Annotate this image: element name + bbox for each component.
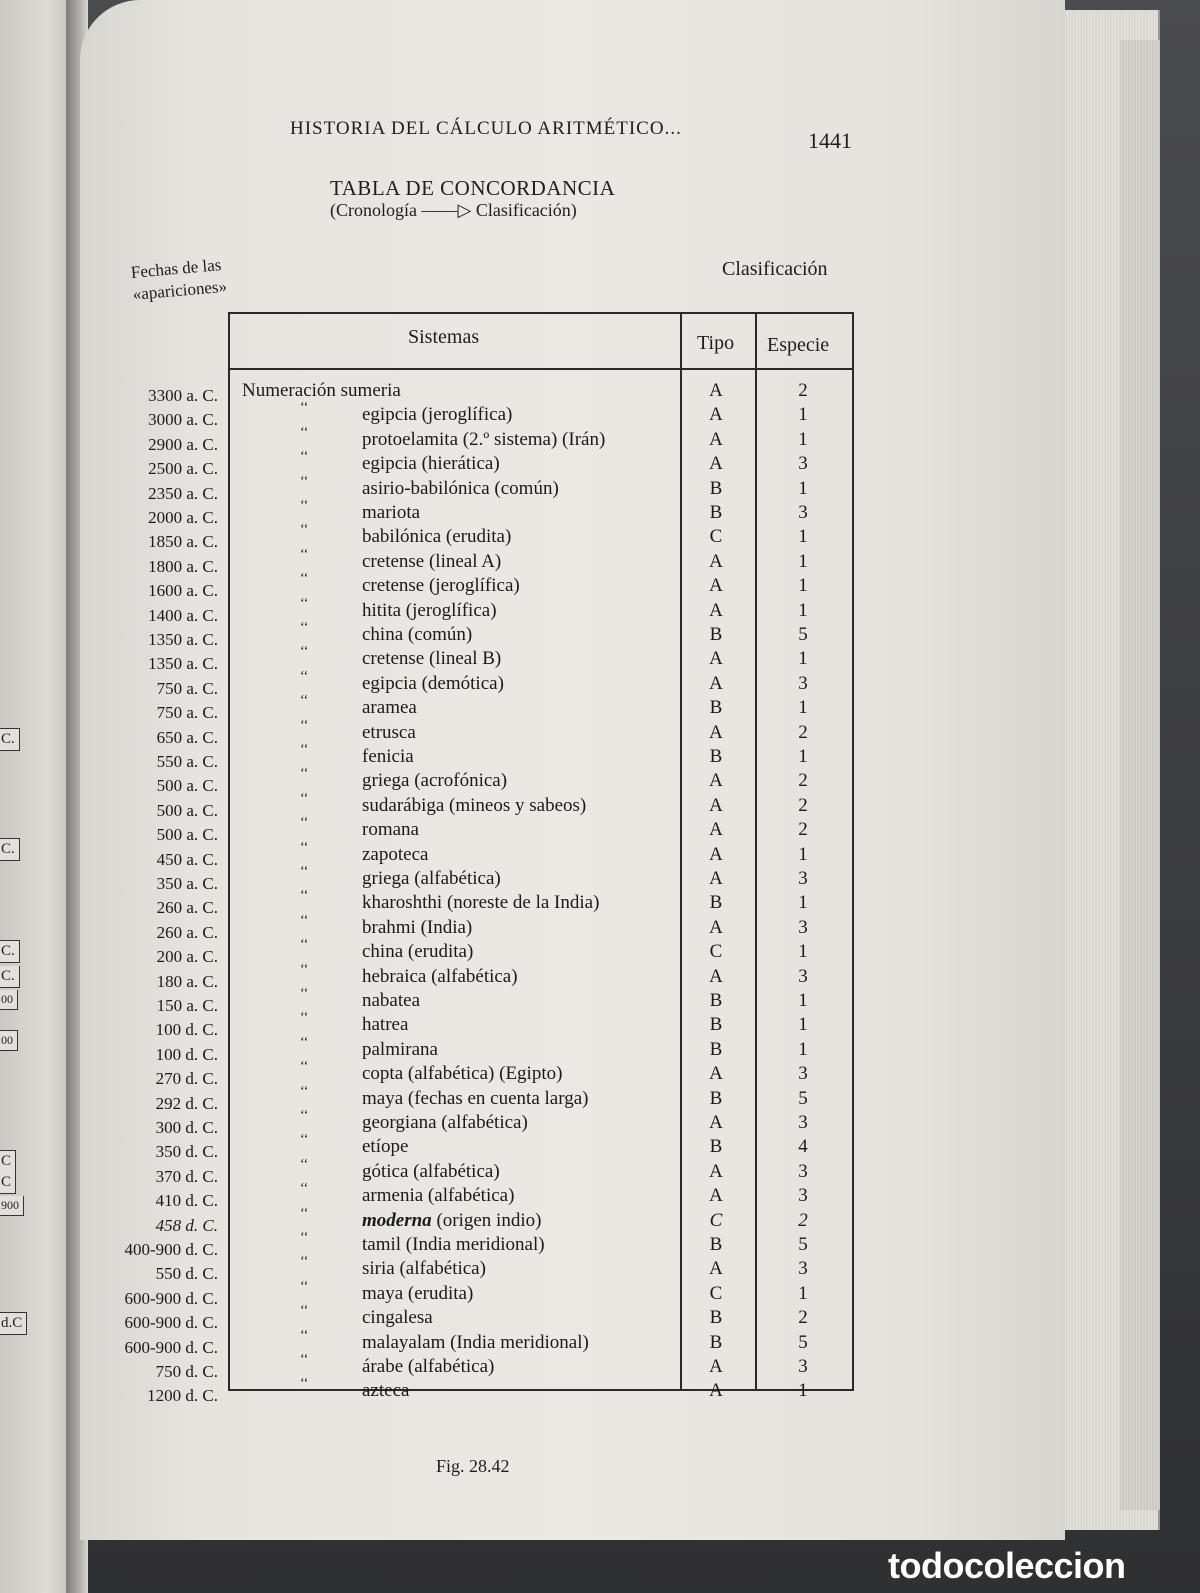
running-head: HISTORIA DEL CÁLCULO ARITMÉTICO...: [290, 118, 682, 139]
row-tipo: B: [709, 1014, 723, 1036]
row-especie: 5: [798, 624, 808, 645]
row-date: 500 a. C.: [156, 800, 218, 820]
row-tipo: C: [709, 1209, 723, 1231]
row-tipo: A: [709, 599, 723, 621]
classification-heading: Clasificación: [722, 258, 828, 280]
row-tipo: A: [709, 843, 723, 865]
ditto-mark: ‘‘: [300, 571, 309, 587]
row-date: 350 d. C.: [155, 1142, 218, 1162]
ditto-mark: ‘‘: [300, 1205, 309, 1221]
row-date: 1850 a. C.: [148, 532, 218, 552]
ditto-mark: ‘‘: [300, 815, 309, 831]
row-system: sudarábiga (mineos y sabeos): [362, 794, 587, 816]
row-system: cingalesa: [362, 1307, 433, 1329]
ditto-mark: ‘‘: [300, 424, 309, 440]
row-system: griega (alfabética): [362, 868, 501, 889]
table-row: [0, 693, 1200, 723]
table-subtitle: (Cronología ——▷ Clasificación): [330, 200, 577, 220]
row-date: 400-900 d. C.: [124, 1240, 218, 1259]
ditto-mark: ‘‘: [300, 1034, 309, 1050]
row-date: 3300 a. C.: [148, 386, 218, 405]
ditto-mark: ‘‘: [300, 766, 309, 782]
table-row: [0, 473, 1200, 503]
ditto-mark: ‘‘: [300, 1059, 309, 1075]
row-tipo: B: [709, 697, 723, 719]
table-row: [0, 815, 1200, 845]
row-date: 180 a. C.: [156, 971, 218, 991]
row-system: árabe (alfabética): [362, 1356, 495, 1377]
page-number: 1441: [808, 128, 852, 153]
table-row: [0, 1083, 1200, 1113]
ditto-mark: ‘‘: [300, 864, 309, 879]
table-row: [0, 571, 1200, 601]
table-row: [0, 620, 1200, 649]
row-tipo: B: [709, 990, 723, 1011]
row-date: 550 d. C.: [155, 1264, 218, 1284]
left-fragment: 00: [0, 990, 18, 1010]
row-tipo: A: [709, 868, 723, 889]
ditto-mark: ‘‘: [300, 1108, 309, 1123]
table-row: [0, 1010, 1200, 1040]
row-tipo: B: [709, 1234, 723, 1255]
ditto-mark: ‘‘: [300, 522, 309, 538]
row-especie: 3: [798, 502, 808, 523]
row-especie: 1: [798, 404, 808, 426]
ditto-mark: ‘‘: [300, 1181, 309, 1197]
row-tipo: B: [709, 502, 723, 523]
row-system: etíope: [362, 1136, 409, 1158]
row-especie: 1: [798, 428, 808, 450]
row-date: 350 a. C.: [156, 874, 218, 893]
row-system: hatrea: [362, 1014, 409, 1036]
ditto-mark: ‘‘: [300, 937, 309, 953]
row-tipo: A: [709, 428, 723, 450]
row-tipo: A: [709, 721, 723, 743]
row-tipo: A: [709, 550, 723, 572]
row-system: fenicia: [362, 746, 414, 767]
row-date: 1350 a. C.: [148, 630, 218, 649]
table-row: [0, 766, 1200, 796]
row-tipo: B: [709, 1307, 723, 1329]
column-header-tipo: Tipo: [697, 332, 735, 354]
table-row: [0, 644, 1200, 674]
row-date: 550 a. C.: [156, 752, 218, 771]
ditto-mark: ‘‘: [300, 986, 309, 1001]
row-especie: 3: [798, 1112, 808, 1133]
row-tipo: A: [709, 794, 723, 816]
left-fragment: 00: [0, 1030, 18, 1051]
table-row: [0, 864, 1200, 893]
row-system: hitita (jeroglífica): [362, 599, 497, 621]
row-date: 1350 a. C.: [148, 654, 218, 674]
row-system: [362, 1210, 541, 1232]
watermark-logo: todocoleccion: [888, 1545, 1126, 1586]
row-especie: 2: [798, 380, 808, 401]
row-system: palmirana: [362, 1038, 438, 1060]
table-row: [0, 1327, 1200, 1357]
row-system: zapoteca: [362, 843, 429, 865]
ditto-mark: ‘‘: [300, 546, 309, 562]
table-row: [0, 424, 1200, 454]
ditto-mark: ‘‘: [300, 498, 309, 513]
ditto-mark: ‘‘: [300, 1376, 309, 1392]
row-tipo: A: [709, 770, 723, 792]
row-date: 370 d. C.: [155, 1166, 218, 1186]
row-date: 2900 a. C.: [148, 434, 218, 454]
row-system: Numeración sumeria: [242, 380, 401, 401]
row-date: 500 a. C.: [156, 825, 218, 845]
row-especie: 1: [798, 941, 808, 963]
row-date: 3000 a. C.: [148, 410, 218, 430]
row-date: 600-900 d. C.: [124, 1337, 218, 1357]
left-fragment: d.C: [0, 1312, 27, 1335]
ditto-mark: ‘‘: [300, 449, 309, 465]
row-date: 600-900 d. C.: [124, 1288, 218, 1308]
row-system: hebraica (alfabética): [362, 965, 518, 987]
left-fragment: C.: [0, 940, 20, 963]
ditto-mark: ‘‘: [300, 620, 309, 635]
row-date: 260 a. C.: [156, 922, 218, 942]
row-date: 200 a. C.: [156, 947, 218, 967]
row-tipo: A: [709, 1185, 723, 1207]
ditto-mark: ‘‘: [300, 742, 309, 757]
row-tipo: A: [709, 916, 723, 938]
left-fragment: C.: [0, 838, 20, 861]
row-date: 2500 a. C.: [148, 459, 218, 479]
row-date: 450 a. C.: [156, 849, 218, 869]
left-fragment: 900: [0, 1196, 24, 1216]
row-date: 410 d. C.: [155, 1191, 218, 1211]
row-especie: 5: [798, 1234, 808, 1255]
ditto-mark: ‘‘: [300, 473, 309, 489]
row-system: asirio-babilónica (común): [362, 477, 559, 499]
table-row: [0, 986, 1200, 1015]
row-tipo: A: [709, 1380, 723, 1402]
row-tipo: B: [709, 892, 723, 914]
table-row: [0, 912, 1200, 942]
table-row: [0, 522, 1200, 552]
row-especie: 1: [798, 697, 808, 719]
table-row: [0, 546, 1200, 576]
row-system: copta (alfabética) (Egipto): [362, 1063, 563, 1085]
row-especie: 2: [798, 794, 808, 816]
table-row: [0, 961, 1200, 991]
row-especie: 3: [798, 868, 808, 889]
row-tipo: A: [709, 1356, 723, 1377]
ditto-mark: ‘‘: [300, 1132, 309, 1148]
dates-column-heading: Fechas de las «apariciones»: [130, 255, 228, 304]
row-system: babilónica (erudita): [362, 526, 512, 548]
column-header-sistemas: Sistemas: [408, 326, 480, 348]
row-date: 300 d. C.: [155, 1118, 218, 1137]
row-system: gótica (alfabética): [362, 1160, 500, 1182]
row-especie: 1: [798, 575, 808, 597]
ditto-mark: ‘‘: [300, 839, 309, 855]
row-date: 270 d. C.: [155, 1069, 218, 1089]
row-tipo: B: [709, 746, 723, 767]
row-especie: 1: [798, 746, 808, 767]
left-fragment: C.: [0, 966, 20, 988]
row-especie: 3: [798, 1185, 808, 1207]
row-system: cretense (lineal A): [362, 550, 502, 572]
ditto-mark: ‘‘: [300, 1303, 309, 1319]
row-date: 260 a. C.: [156, 898, 218, 918]
table-row: [0, 1156, 1200, 1186]
table-row: [0, 400, 1200, 430]
table-row: [0, 595, 1200, 625]
ditto-mark: ‘‘: [300, 1278, 309, 1294]
row-system: egipcia (hierática): [362, 453, 500, 475]
table-row: [0, 742, 1200, 771]
row-system: china (erudita): [362, 941, 474, 963]
row-date: 100 d. C.: [155, 1044, 218, 1064]
left-fragment: C.: [0, 728, 20, 751]
column-header-especie: Especie: [767, 334, 830, 356]
table-row: [0, 1034, 1200, 1064]
row-date: 750 a. C.: [156, 678, 218, 698]
row-especie: 3: [798, 965, 808, 987]
row-especie: 2: [798, 1209, 808, 1231]
row-tipo: A: [709, 453, 723, 475]
row-date: 1600 a. C.: [148, 581, 218, 601]
row-tipo: A: [709, 1112, 723, 1133]
ditto-mark: ‘‘: [300, 717, 309, 733]
row-tipo: A: [709, 672, 723, 694]
row-especie: 3: [798, 1258, 808, 1280]
row-tipo: A: [709, 1160, 723, 1182]
table-row: [0, 1059, 1200, 1089]
table-row: [0, 1108, 1200, 1137]
row-date: 750 d. C.: [155, 1362, 218, 1381]
row-tipo: A: [709, 575, 723, 597]
row-system: romana: [362, 819, 419, 841]
row-tipo: B: [709, 1087, 723, 1109]
row-system: cretense (jeroglífica): [362, 575, 520, 597]
header-rule: [228, 368, 852, 370]
ditto-mark: ‘‘: [300, 644, 309, 660]
row-especie: 3: [798, 1063, 808, 1085]
ditto-mark: ‘‘: [300, 1327, 309, 1343]
row-system: nabatea: [362, 990, 421, 1011]
left-fragment: C: [0, 1172, 16, 1194]
row-tipo: A: [709, 380, 723, 401]
ditto-mark: ‘‘: [300, 400, 309, 416]
ditto-mark: ‘‘: [300, 1352, 309, 1367]
row-system: brahmi (India): [362, 916, 473, 938]
row-especie: 5: [798, 1087, 808, 1109]
row-tipo: C: [709, 526, 723, 548]
row-tipo: A: [709, 404, 723, 426]
table-row: [0, 1352, 1200, 1381]
row-date: 1800 a. C.: [148, 556, 218, 576]
row-system: maya (fechas en cuenta larga): [362, 1087, 589, 1109]
ditto-mark: ‘‘: [300, 1156, 309, 1172]
row-especie: 3: [798, 672, 808, 694]
row-date: 500 a. C.: [156, 776, 218, 796]
table-row: [0, 380, 1200, 404]
row-tipo: B: [709, 1038, 723, 1060]
row-system: egipcia (demótica): [362, 672, 504, 694]
row-tipo: C: [709, 1282, 723, 1304]
table-row: [0, 1278, 1200, 1308]
row-system-rest: (origen indio): [431, 1209, 542, 1231]
table-row: [0, 888, 1200, 918]
row-system: griega (acrofónica): [362, 770, 508, 792]
row-tipo: A: [709, 1258, 723, 1280]
row-especie: 1: [798, 526, 808, 548]
row-tipo: B: [709, 1331, 723, 1353]
ditto-mark: ‘‘: [300, 888, 309, 904]
ditto-mark: ‘‘: [300, 961, 309, 977]
table-title: TABLA DE CONCORDANCIA: [330, 176, 616, 200]
row-tipo: C: [709, 941, 723, 963]
left-fragment: C: [0, 1150, 16, 1173]
ditto-mark: ‘‘: [300, 1254, 309, 1270]
row-system: georgiana (alfabética): [362, 1112, 528, 1133]
row-date: 750 a. C.: [156, 703, 218, 723]
row-system: china (común): [362, 624, 473, 645]
table-row: [0, 1376, 1200, 1406]
row-especie: 4: [798, 1136, 808, 1158]
row-tipo: B: [709, 624, 723, 645]
row-especie: 2: [798, 1307, 808, 1329]
row-date: 292 d. C.: [155, 1093, 218, 1113]
row-tipo: A: [709, 1063, 723, 1085]
ditto-mark: ‘‘: [300, 790, 309, 806]
row-especie: 1: [798, 843, 808, 865]
row-date: 1200 d. C.: [147, 1386, 218, 1406]
row-system: tamil (India meridional): [362, 1234, 545, 1255]
row-system: kharoshthi (noreste de la India): [362, 892, 600, 914]
row-system: malayalam (India meridional): [362, 1331, 589, 1353]
row-especie: 1: [798, 1038, 808, 1060]
row-tipo: B: [709, 1136, 723, 1158]
row-especie: 3: [798, 1160, 808, 1182]
ditto-mark: ‘‘: [300, 1083, 309, 1099]
row-especie: 2: [798, 770, 808, 792]
row-tipo: B: [709, 477, 723, 499]
ditto-mark: ‘‘: [300, 1010, 309, 1026]
row-especie: 3: [798, 1356, 808, 1377]
row-tipo: A: [709, 819, 723, 841]
table-row: [0, 790, 1200, 820]
table-row: [0, 498, 1200, 527]
row-system-emphasis: moderna: [362, 1209, 432, 1231]
row-date: 2350 a. C.: [148, 483, 218, 503]
row-especie: 1: [798, 477, 808, 499]
table-row: [0, 1132, 1200, 1162]
row-system: cretense (lineal B): [362, 648, 502, 670]
row-system: protoelamita (2.º sistema) (Irán): [362, 428, 606, 450]
ditto-mark: ‘‘: [300, 668, 309, 684]
table-row: [0, 1230, 1200, 1259]
ditto-mark: ‘‘: [300, 693, 309, 709]
row-system: aramea: [362, 697, 417, 719]
table-row: [0, 937, 1200, 967]
row-system: azteca: [362, 1380, 410, 1402]
row-tipo: A: [709, 965, 723, 987]
row-especie: 1: [798, 599, 808, 621]
ditto-mark: ‘‘: [300, 912, 309, 928]
row-date: 1400 a. C.: [148, 605, 218, 625]
row-especie: 1: [798, 648, 808, 670]
table-row: [0, 668, 1200, 698]
row-especie: 2: [798, 721, 808, 743]
ditto-mark: ‘‘: [300, 595, 309, 611]
row-system: siria (alfabética): [362, 1258, 486, 1280]
row-date: 2000 a. C.: [148, 508, 218, 527]
table-row: [0, 717, 1200, 747]
table-row: [0, 1181, 1200, 1211]
row-system: etrusca: [362, 721, 416, 743]
row-system: maya (erudita): [362, 1282, 474, 1304]
row-system: mariota: [362, 502, 421, 523]
table-row: [0, 449, 1200, 479]
figure-caption: Fig. 28.42: [436, 1456, 510, 1476]
row-date: 150 a. C.: [156, 996, 218, 1015]
row-date: 100 d. C.: [155, 1020, 218, 1040]
row-especie: 1: [798, 550, 808, 572]
row-especie: 1: [798, 892, 808, 914]
ditto-mark: ‘‘: [300, 1230, 309, 1245]
row-especie: 1: [798, 990, 808, 1011]
row-especie: 3: [798, 453, 808, 475]
table-row: [0, 1303, 1200, 1333]
table-row: [0, 1254, 1200, 1284]
row-especie: 1: [798, 1282, 808, 1304]
row-especie: 1: [798, 1380, 808, 1402]
row-system: egipcia (jeroglífica): [362, 404, 513, 426]
table-row: [0, 839, 1200, 869]
row-especie: 5: [798, 1331, 808, 1353]
row-especie: 3: [798, 916, 808, 938]
row-date: 600-900 d. C.: [124, 1313, 218, 1333]
row-date: 650 a. C.: [156, 727, 218, 747]
row-especie: 2: [798, 819, 808, 841]
row-date: 458 d. C.: [155, 1215, 218, 1235]
row-tipo: A: [709, 648, 723, 670]
row-especie: 1: [798, 1014, 808, 1036]
row-system: armenia (alfabética): [362, 1185, 515, 1207]
